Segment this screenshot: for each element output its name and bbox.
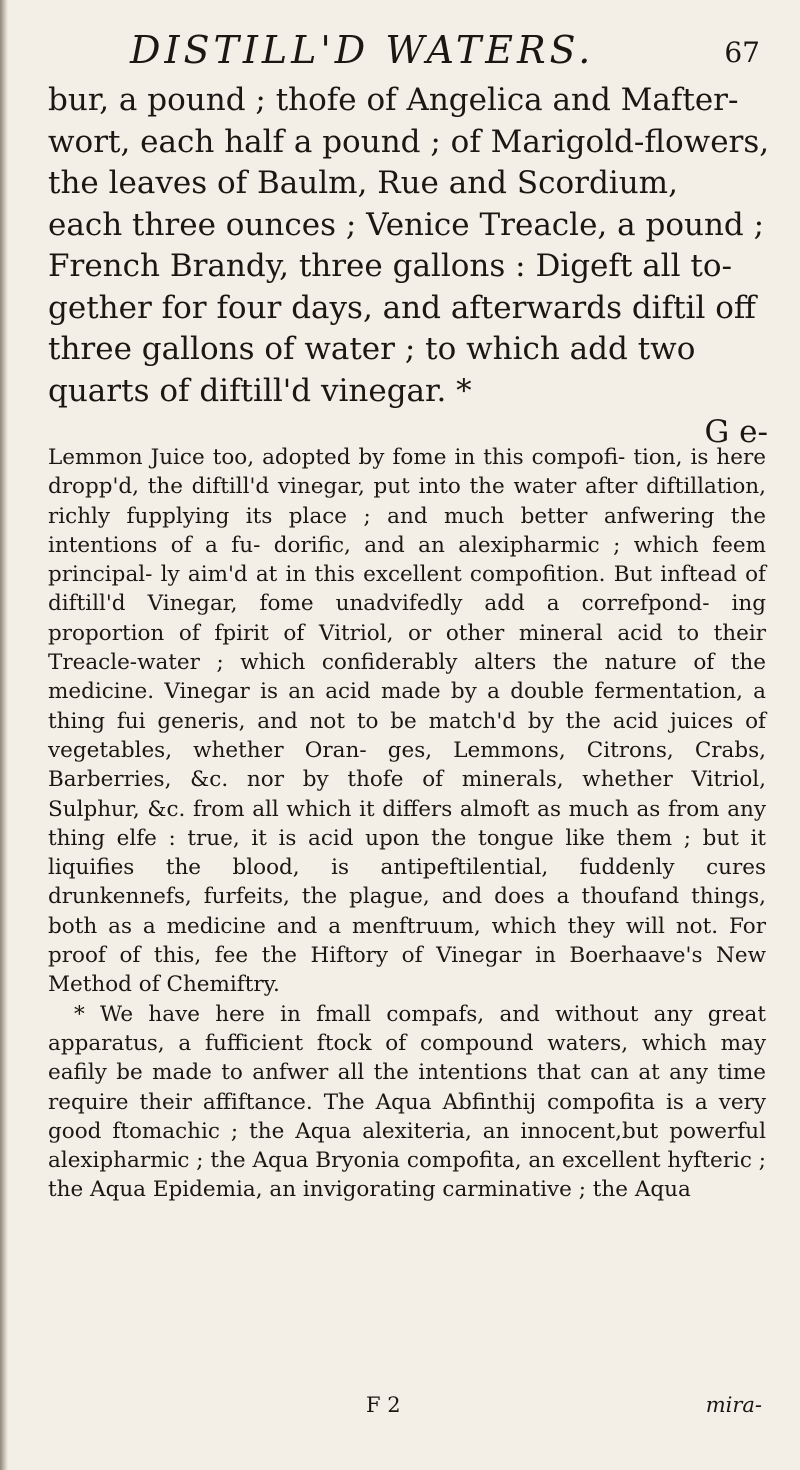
text-line: wort, each half a pound ; of Marigold-flowers,	[48, 123, 770, 160]
main-text	[48, 80, 768, 454]
text-line: the leaves of Baulm, Rue and Scordium,	[48, 165, 678, 201]
text-line: French Brandy, three gallons : Digeft all to-	[48, 248, 732, 284]
page-header	[70, 22, 760, 72]
text-line: gether for four days, and afterwards diftil off	[48, 289, 756, 326]
running-title: DISTILL'D WATERS.	[130, 28, 595, 72]
text-line: three gallons of water ; to which add two	[48, 331, 696, 367]
page-footer	[48, 1393, 766, 1423]
footnote-paragraph: * We have here in fmall compafs, and without any great apparatus, a fufficient ftock of compound waters, which may eafily be made to anfwer all the intentions that can at any time require their affiftance. The Aqua Abfinthij compofita is a very good ftomachic ; the Aqua alexiteria, an innocent,but powerful alexipharmic ; the Aqua Bryonia compofita, an excellent hyfteric ; the Aqua Epidemia, an invigorating carminative ; the Aqua	[48, 1001, 766, 1203]
footnote	[48, 443, 766, 1205]
page-gutter-shadow	[0, 0, 8, 1470]
text-line: bur, a pound ; thofe of Angelica and Mafter-	[48, 82, 739, 118]
footnote-paragraph: Lemmon Juice too, adopted by fome in this compofi- tion, is here dropp'd, the diftill'd vinegar, put into the water after diftillation, richly fupplying its place ; and much better anfwering the intentions of a fu- dorific, and an alexipharmic ; which feem principal- ly aim'd at in this excellent compofition. But inftead of diftill'd Vinegar, fome unadvifedly add a correfpond- ing proportion of fpirit of Vitriol, or other mineral acid to their Treacle-water ; which confiderably alters the nature of the medicine. Vinegar is an acid made by a double fermentation, a thing fui generis, and not to be match'd by the acid juices of vegetables, whether Oran- ges, Lemmons, Citrons, Crabs, Barberries, &c. nor by thofe of minerals, whether Vitriol, Sulphur, &c. from all which it differs almoft as much as from any thing elfe : true, it is acid upon the tongue like them ; but it liquifies the blood, is antipeftilential, fuddenly cures drunkennefs, furfeits, the plague, and does a thoufand things, both as a medicine and a menftruum, which they will not. For proof of this, fee the Hiftory of Vinegar in Boerhaave's New Method of Chemiftry.	[48, 445, 766, 998]
footer-catchword: mira-	[705, 1393, 762, 1417]
main-catchword: G e-	[704, 414, 768, 450]
text-line: quarts of diftill'd vinegar. *	[48, 372, 472, 409]
text-line: each three ounces ; Venice Treacle, a pound ;	[48, 206, 765, 243]
page-number: 67	[724, 36, 760, 69]
signature-mark: F 2	[366, 1393, 401, 1417]
